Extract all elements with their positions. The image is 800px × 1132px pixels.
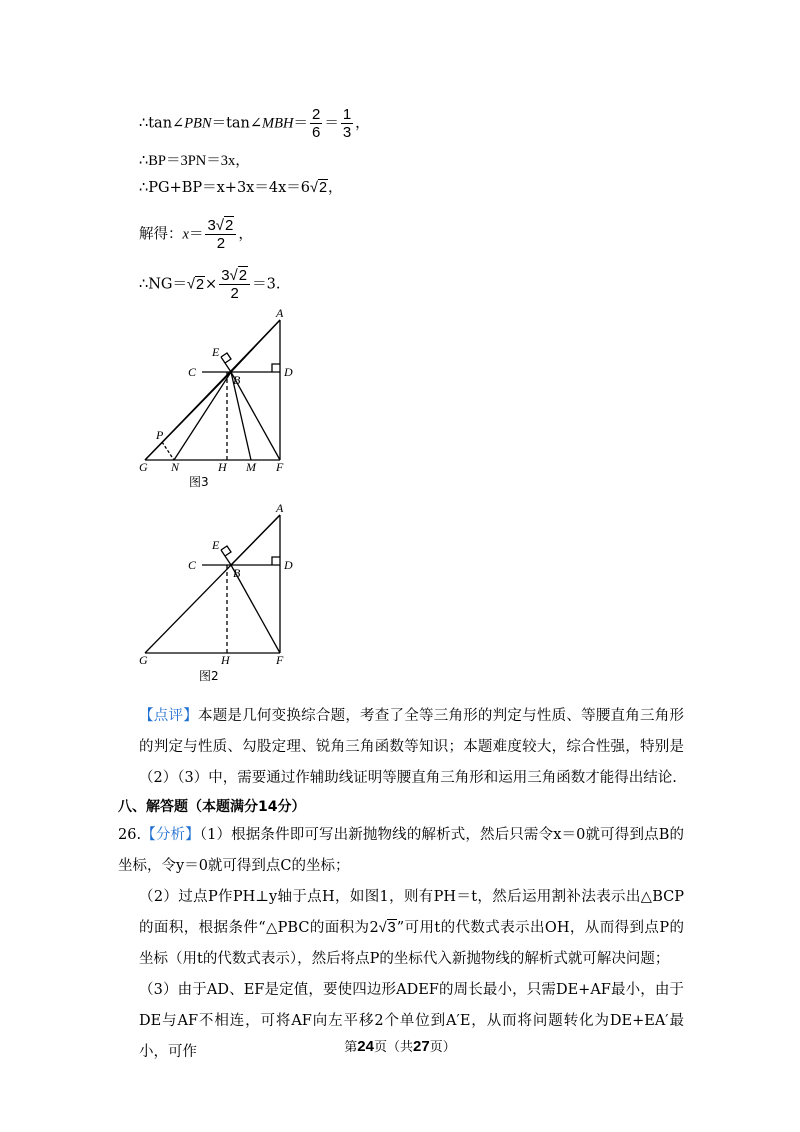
footer-text: 页） xyxy=(429,1040,456,1055)
right-angle-mark-e xyxy=(221,546,231,556)
page-footer xyxy=(0,1036,800,1055)
denominator: 3 xyxy=(342,124,352,141)
label-p: P xyxy=(156,428,164,442)
numerator xyxy=(205,217,236,235)
sqrt-symbol: √ xyxy=(215,217,225,234)
analysis-part-2b: ”可用t的代数式表示出OH，从而得到点P的坐标（用t的代数式表示），然后将点P的坐标代入新抛物线的解析式就可解决问题； xyxy=(139,920,684,967)
math-line-4 xyxy=(139,217,253,252)
label-b: B xyxy=(233,566,241,580)
punctuation: ， xyxy=(355,115,370,132)
math-line-2 xyxy=(139,151,250,171)
total-pages: 27 xyxy=(413,1038,430,1055)
sqrt-3 xyxy=(379,919,397,936)
sqrt-2 xyxy=(230,266,249,284)
analysis-part-1: （1）根据条件即可写出新抛物线的解析式，然后只需令x＝0就可得到点B的坐标，令y＝0就可得到点C的坐标； xyxy=(118,827,685,874)
times-sign: × xyxy=(205,276,218,293)
analysis-tag: 【分析】 xyxy=(141,827,200,843)
figure-3-diagram xyxy=(135,305,305,495)
label-e: E xyxy=(212,345,220,359)
comment-tag: 【点评】 xyxy=(139,708,198,724)
text-segment: ＝tan∠ xyxy=(211,115,263,132)
label-n: N xyxy=(171,460,180,474)
text-segment: ∴tan∠ xyxy=(139,115,185,132)
question-number: 26. xyxy=(118,827,142,843)
q26-analysis-p1 xyxy=(118,820,684,882)
sqrt-symbol: √ xyxy=(229,267,238,284)
label-c: C xyxy=(188,365,197,379)
radicand: 2 xyxy=(225,217,234,234)
ng-label: ∴NG＝ xyxy=(139,276,187,293)
fraction-3sqrt2-2 xyxy=(219,267,250,302)
label-h: H xyxy=(218,460,227,474)
sqrt-2 xyxy=(216,216,235,234)
equals-sign: ＝ xyxy=(188,226,204,243)
sqrt-symbol: √ xyxy=(187,276,195,293)
punctuation: ， xyxy=(238,226,253,243)
label-e: E xyxy=(212,538,220,552)
math-line-5 xyxy=(139,267,280,302)
figure-2-caption: 图2 xyxy=(199,669,219,683)
analysis-part-2a: （2）过点P作PH⊥y轴于点H，如图1，则有PH＝t，然后运用割补法表示出△BCP的面积，根据条件“△PBC的面积为2 xyxy=(139,889,684,936)
pg-bp-equation: ∴PG+BP＝x+3x＝4x＝6 xyxy=(139,180,310,196)
label-a: A xyxy=(276,501,284,515)
label-b: B xyxy=(233,373,241,387)
fraction-3sqrt2-2 xyxy=(205,217,236,252)
comment-paragraph xyxy=(139,701,684,794)
fraction-2-6 xyxy=(310,106,322,141)
figure-2-diagram xyxy=(135,500,305,690)
label-g: G xyxy=(139,653,148,667)
label-f: F xyxy=(276,460,284,474)
denominator: 2 xyxy=(230,285,239,302)
footer-text: 页（共 xyxy=(373,1040,413,1055)
radicand: 3 xyxy=(387,920,396,936)
label-f: F xyxy=(276,653,284,667)
sqrt-2 xyxy=(310,179,328,196)
math-line-1 xyxy=(139,106,370,141)
angle-pbn: PBN xyxy=(184,115,212,132)
sqrt-symbol: √ xyxy=(309,180,318,196)
footer-text: 第 xyxy=(344,1040,358,1055)
segment-pn-dashed xyxy=(162,442,174,460)
section-title: 八、解答题（本题满分14分） xyxy=(118,799,306,815)
solve-label: 解得： xyxy=(139,226,183,243)
punctuation: ， xyxy=(328,180,343,196)
label-h: H xyxy=(221,653,230,667)
angle-mbh: MBH xyxy=(262,115,294,132)
numerator xyxy=(219,267,250,285)
comment-text: 本题是几何变换综合题，考查了全等三角形的判定与性质、等腰直角三角形的判定与性质、勾股定理、锐角三角函数等知识；本题难度较大，综合性强，特别是（2）（3）中，需要通过作辅助线证明等腰直角三角形和运用三角函数才能得出结论. xyxy=(139,708,685,786)
right-angle-mark-d xyxy=(272,364,280,372)
coefficient: 3 xyxy=(221,267,230,284)
denominator: 2 xyxy=(216,235,226,252)
equals-sign: ＝ xyxy=(293,115,308,132)
label-c: C xyxy=(188,558,197,572)
numerator: 1 xyxy=(342,106,352,123)
label-a: A xyxy=(276,306,284,320)
denominator: 6 xyxy=(311,124,321,141)
figure-3-caption: 图3 xyxy=(189,475,209,489)
equals-sign: ＝ xyxy=(324,115,339,132)
math-line-3 xyxy=(139,178,343,198)
right-angle-mark-d xyxy=(272,557,280,565)
label-g: G xyxy=(139,460,148,474)
numerator: 2 xyxy=(311,106,321,123)
radicand: 2 xyxy=(318,180,328,196)
radicand: 2 xyxy=(195,276,205,293)
punctuation: ＝3. xyxy=(252,276,281,293)
segment-bg xyxy=(145,372,231,460)
segment-bn xyxy=(174,372,231,460)
page-number: 24 xyxy=(357,1038,374,1055)
variable-x: x xyxy=(182,226,189,243)
sqrt-symbol: √ xyxy=(378,920,387,936)
radicand: 2 xyxy=(238,267,248,284)
label-m: M xyxy=(246,460,256,474)
label-d: D xyxy=(284,558,293,572)
fraction-1-3 xyxy=(341,106,353,141)
analysis-part-3: （3）由于AD、EF是定值，要使四边形ADEF的周长最小，只需DE+AF最小，由于DE与AF不相连，可将AF向左平移2个单位到A′E，从而将问题转化为DE+EA′最小，可作 xyxy=(139,982,684,1060)
right-angle-mark-e xyxy=(221,353,231,363)
q26-analysis-p2 xyxy=(139,882,684,975)
sqrt-2 xyxy=(187,276,205,293)
label-d: D xyxy=(284,365,293,379)
coefficient: 3 xyxy=(207,217,216,234)
bp-equation: ∴BP＝3PN＝3x， xyxy=(139,153,250,169)
